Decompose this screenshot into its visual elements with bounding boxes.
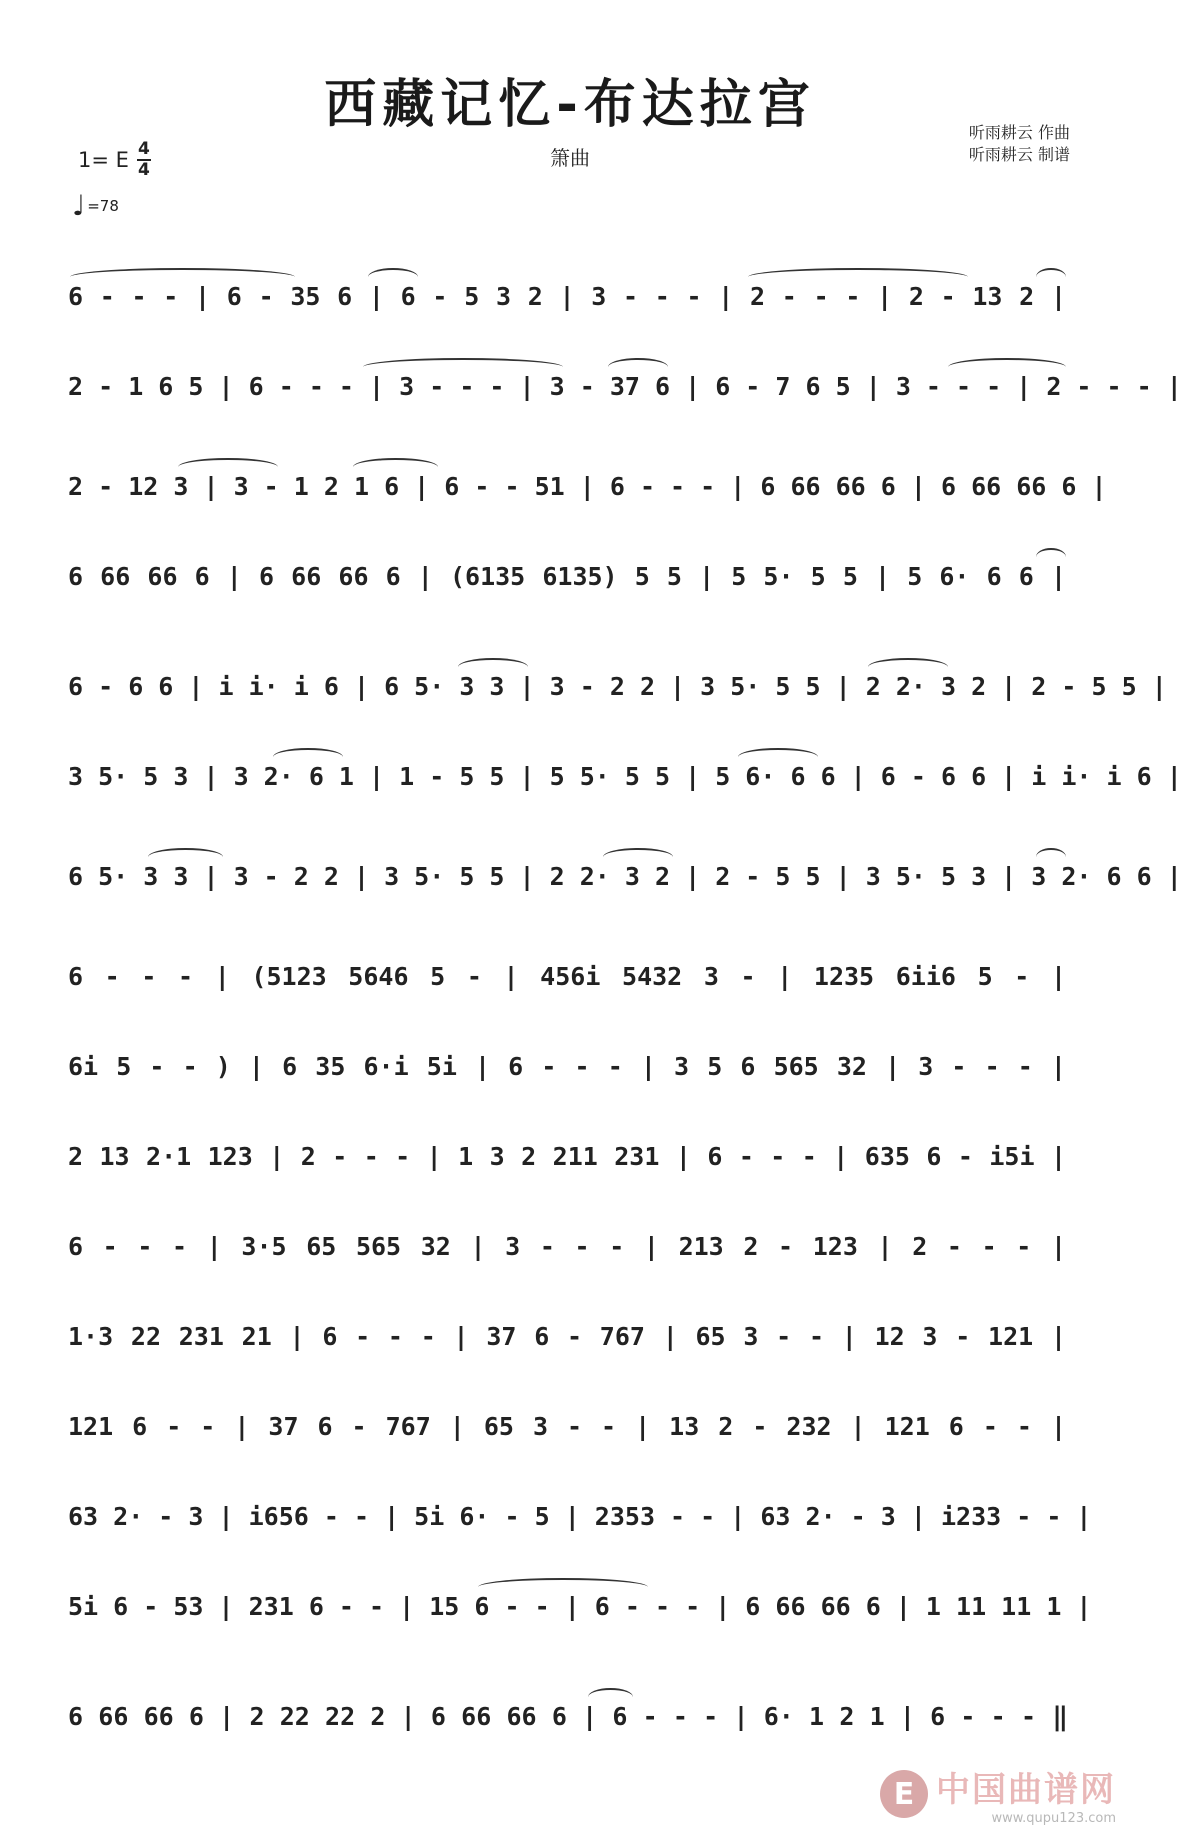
score-row-1 — [68, 276, 1066, 326]
key-signature — [78, 140, 151, 180]
score-row-text: 2 13 2·1 123 | 2 - - - | 1 3 2 211 231 | 6 - - - | 635 6 - i5i | — [68, 1142, 1066, 1171]
time-signature-bottom: 4 — [137, 160, 150, 180]
credits — [969, 122, 1070, 166]
score-row-text: 121 6 - - | 37 6 - 767 | 65 3 - - | 13 2 - 232 | 121 6 - - | — [68, 1412, 1066, 1441]
time-signature — [137, 140, 151, 180]
score-row-text: 5i 6 - 53 | 231 6 - - | 15 6 - - | 6 - - - | 6 66 66 6 | 1 11 11 1 | — [68, 1592, 1092, 1621]
score-row-text: 6 - - - | 6 - 35 6 | 6 - 5 3 2 | 3 - - - | 2 - - - | 2 - 13 2 | — [68, 282, 1066, 311]
tempo-marking — [72, 189, 119, 222]
time-signature-top: 4 — [137, 139, 150, 159]
score-row-5 — [68, 666, 1167, 716]
score-row-10 — [68, 1136, 1066, 1186]
key-label: 1= E — [78, 148, 129, 172]
score-row-12 — [68, 1316, 1066, 1366]
site-logo-icon: E — [880, 1770, 928, 1818]
watermark-text — [936, 1762, 1116, 1826]
composer-credit: 听雨耕云 作曲 — [968, 123, 1070, 142]
score-row-4 — [68, 556, 1066, 606]
watermark — [880, 1762, 1116, 1826]
score-row-text: 6i 5 - - ) | 6 35 6·i 5i | 6 - - - | 3 5 6 565 32 | 3 - - - | — [68, 1052, 1066, 1081]
score-row-text: 2 - 12 3 | 3 - 1 2 1 6 | 6 - - 51 | 6 - - - | 6 66 66 6 | 6 66 66 6 | — [68, 472, 1107, 501]
score-row-text: 3 5· 5 3 | 3 2· 6 1 | 1 - 5 5 | 5 5· 5 5 | 5 6· 6 6 | 6 - 6 6 | i i· i 6 | — [68, 762, 1182, 791]
score-row-text: 63 2· - 3 | i656 - - | 5i 6· - 5 | 2353 - - | 63 2· - 3 | i233 - - | — [68, 1502, 1092, 1531]
score-row-text: 6 - 6 6 | i i· i 6 | 6 5· 3 3 | 3 - 2 2 | 3 5· 5 5 | 2 2· 3 2 | 2 - 5 5 | — [68, 672, 1167, 701]
arranger-credit: 听雨耕云 制谱 — [968, 145, 1070, 164]
score-subtitle: 箫曲 — [550, 146, 590, 170]
score-row-7 — [68, 856, 1182, 906]
watermark-url: www.qupu123.com — [991, 1811, 1116, 1826]
score-row-14 — [68, 1496, 1092, 1546]
score-title: 西藏记忆-布达拉宫 — [324, 75, 816, 135]
score-row-text: 6 66 66 6 | 6 66 66 6 | (6135 6135) 5 5 | 5 5· 5 5 | 5 6· 6 6 | — [68, 562, 1066, 591]
score-row-13 — [68, 1406, 1066, 1456]
score-row-8 — [68, 956, 1066, 1006]
tempo-value: =78 — [87, 197, 119, 215]
score-row-3 — [68, 466, 1107, 516]
score-row-text: 6 - - - | 3·5 65 565 32 | 3 - - - | 213 2 - 123 | 2 - - - | — [68, 1232, 1066, 1261]
score-row-16 — [68, 1696, 1066, 1746]
score-row-text: 6 66 66 6 | 2 22 22 2 | 6 66 66 6 | 6 - - - | 6· 1 2 1 | 6 - - - — [68, 1702, 1036, 1731]
score-row-2 — [68, 366, 1182, 416]
score-row-6 — [68, 756, 1182, 806]
score-row-text: 2 - 1 6 5 | 6 - - - | 3 - - - | 3 - 37 6 | 6 - 7 6 5 | 3 - - - | 2 - - - | — [68, 372, 1182, 401]
final-barline: ‖ — [1052, 1702, 1068, 1732]
score-row-9 — [68, 1046, 1066, 1096]
quarter-note-icon: ♩ — [72, 189, 86, 222]
watermark-site-name: 中国曲谱网 — [936, 1770, 1116, 1810]
score-row-11 — [68, 1226, 1066, 1276]
score-row-text: 1·3 22 231 21 | 6 - - - | 37 6 - 767 | 65 3 - - | 12 3 - 121 | — [68, 1322, 1066, 1351]
score-row-15 — [68, 1586, 1092, 1636]
score-row-text: 6 - - - | (5123 5646 5 - | 456i 5432 3 - | 1235 6ii6 5 - | — [68, 962, 1066, 991]
score-row-text: 6 5· 3 3 | 3 - 2 2 | 3 5· 5 5 | 2 2· 3 2 | 2 - 5 5 | 3 5· 5 3 | 3 2· 6 6 | — [68, 862, 1182, 891]
